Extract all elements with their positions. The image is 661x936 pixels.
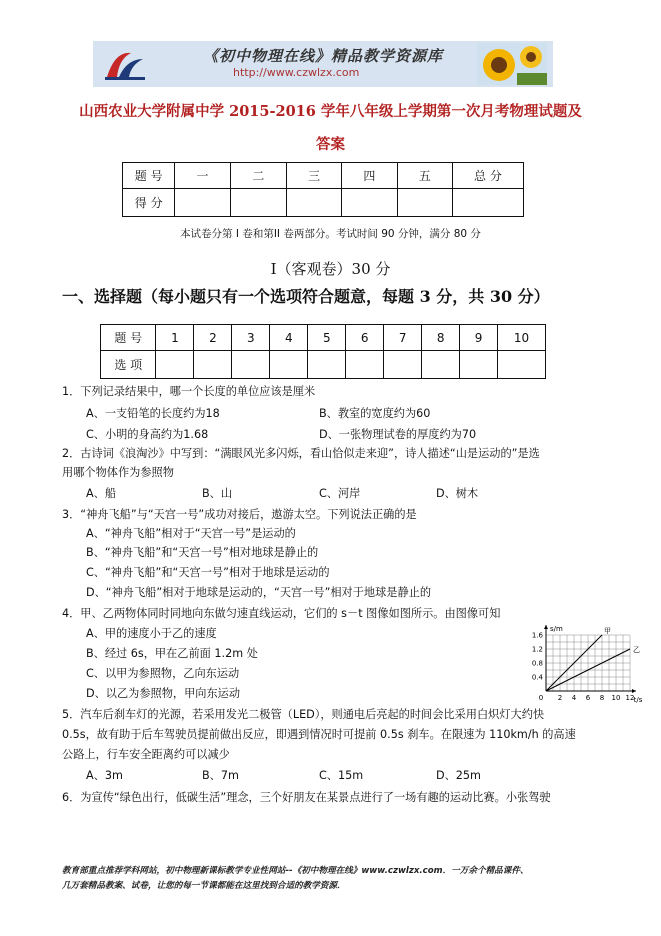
question-5-stem-cont2: 公路上，行车安全距离约可以减少: [62, 748, 230, 761]
question-4-option-a: A、甲的速度小于乙的速度: [86, 627, 217, 640]
answer-cell[interactable]: [346, 351, 384, 379]
document-title-line1: 山西农业大学附属中学 2015-2016 学年八年级上学期第一次月考物理试题及: [79, 103, 582, 120]
question-1-option-d: D、一张物理试卷的厚度约为70: [319, 428, 477, 441]
x-axis-label: t/s: [633, 696, 643, 704]
question-5-option-a: A、3m: [86, 769, 123, 782]
answer-cell[interactable]: [498, 351, 546, 379]
score-cell[interactable]: [397, 189, 452, 217]
banner-url[interactable]: http://www.czwlzx.com: [233, 66, 360, 79]
st-graph: [516, 617, 643, 713]
exam-note: 本试卷分第 I 卷和第II 卷两部分。考试时间 90 分钟，满分 80 分: [180, 228, 481, 240]
question-4-option-b: B、经过 6s，甲在乙前面 1.2m 处: [86, 647, 258, 660]
site-logo-icon: [101, 45, 149, 83]
question-5-option-d: D、25m: [436, 769, 481, 782]
score-table-header: 三: [286, 163, 341, 189]
question-2-option-b: B、山: [202, 487, 233, 500]
graph-labels: [532, 625, 643, 704]
sunflower-icon: [477, 43, 547, 85]
y-tick-label: 0.8: [531, 659, 543, 668]
answer-table-header: 1: [156, 325, 194, 351]
score-cell[interactable]: [286, 189, 341, 217]
answer-table-header: 5: [308, 325, 346, 351]
question-2-stem: 2．古诗词《浪淘沙》中写到：“满眼风光多闪烁，看山恰似走来迎”，诗人描述“山是运动的”是选: [62, 447, 540, 460]
series-label-jia: 甲: [604, 627, 611, 635]
header-banner: [93, 41, 553, 87]
question-3-option-d: D、“神舟飞船”相对于地球是运动的，“天宫一号”相对于地球是静止的: [86, 586, 432, 599]
score-cell[interactable]: [452, 189, 523, 217]
score-table-header: 二: [230, 163, 286, 189]
score-table-header: 题 号: [123, 163, 175, 189]
question-4-option-c: C、以甲为参照物，乙向东运动: [86, 667, 240, 680]
question-5-stem: 5．汽车后刹车灯的光源，若采用发光二极管（LED），则通电后亮起的时间会比采用白炽灯大约快: [62, 708, 545, 721]
score-row-label: 得 分: [123, 189, 175, 217]
y-axis-label: s/m: [550, 625, 563, 633]
question-3-option-b: B、“神舟飞船”和“天宫一号”相对地球是静止的: [86, 546, 319, 559]
graph-grid: [546, 635, 630, 691]
series-label-yi: 乙: [633, 646, 640, 654]
question-5-option-c: C、15m: [319, 769, 364, 782]
banner-title: 《初中物理在线》精品教学资源库: [203, 47, 444, 65]
x-tick-label: 8: [599, 694, 605, 702]
answer-cell[interactable]: [308, 351, 346, 379]
question-1-option-c: C、小明的身高约为1.68: [86, 428, 209, 441]
score-table-header: 四: [342, 163, 397, 189]
score-table-header: 一: [175, 163, 230, 189]
question-5-option-b: B、7m: [202, 769, 239, 782]
answer-table-header: 6: [346, 325, 384, 351]
question-1-option-b: B、教室的宽度约为60: [319, 407, 431, 420]
question-2-option-d: D、树木: [436, 487, 479, 500]
answer-cell[interactable]: [270, 351, 308, 379]
section-title: Ⅰ（客观卷）30 分: [270, 260, 391, 278]
question-6-stem: 6．为宣传“绿色出行，低碳生活”理念，三个好朋友在某景点进行了一场有趣的运动比赛。小张驾驶: [62, 791, 551, 804]
answer-cell[interactable]: [194, 351, 232, 379]
question-2-stem-cont: 用哪个物体作为参照物: [62, 466, 174, 479]
x-tick-label: 6: [585, 694, 591, 702]
y-tick-label: 0.4: [531, 673, 543, 682]
origin-label: 0: [538, 694, 544, 702]
y-axis-arrow-icon: [544, 625, 548, 629]
score-table-header: 总 分: [452, 163, 523, 189]
footer-line1: 教育部重点推荐学科网站，初中物理新课标教学专业性网站--《初中物理在线》www.czwlzx.com．一万余个精品课件、: [62, 866, 529, 876]
score-cell[interactable]: [342, 189, 397, 217]
question-3-stem: 3．“神舟飞船”与“天宫一号”成功对接后，遨游太空。下列说法正确的是: [62, 508, 417, 521]
answer-table-header: 10: [498, 325, 546, 351]
answer-table-header: 7: [384, 325, 422, 351]
y-tick-label: 1.2: [531, 645, 543, 654]
answer-table-header: 8: [422, 325, 460, 351]
question-3-option-c: C、“神舟飞船”和“天宫一号”相对于地球是运动的: [86, 566, 330, 579]
document-title-line2: 答案: [316, 136, 345, 153]
x-tick-label: 12: [625, 694, 635, 702]
answer-cell[interactable]: [156, 351, 194, 379]
answer-table-header: 2: [194, 325, 232, 351]
y-tick-label: 1.6: [531, 631, 543, 640]
score-cell[interactable]: [230, 189, 286, 217]
score-table-header: 五: [397, 163, 452, 189]
answer-cell[interactable]: [232, 351, 270, 379]
answer-table: [100, 324, 546, 379]
question-4-stem: 4．甲、乙两物体同时同地向东做匀速直线运动，它们的 s－t 图像如图所示。由图像可知: [62, 607, 501, 620]
answer-row-label: 选 项: [101, 351, 156, 379]
footer-line2: 几万套精品教案、试卷，让您的每一节课都能在这里找到合适的教学资源．: [62, 881, 346, 891]
x-axis-arrow-icon: [632, 689, 636, 693]
question-2-option-a: A、船: [86, 487, 117, 500]
answer-table-header: 4: [270, 325, 308, 351]
part-one-title: 一、选择题（每小题只有一个选项符合题意，每题 3 分，共 30 分）: [62, 287, 550, 306]
question-2-option-c: C、河岸: [319, 487, 361, 500]
answer-cell[interactable]: [460, 351, 498, 379]
answer-table-header: 9: [460, 325, 498, 351]
question-4-option-d: D、以乙为参照物，甲向东运动: [86, 687, 241, 700]
question-5-stem-cont: 0.5s，故有助于后车驾驶员提前做出反应，即遇到情况时可提前 0.5s 刹车。在限速为 110km/h 的高速: [62, 728, 576, 741]
x-tick-label: 4: [571, 694, 577, 702]
answer-cell[interactable]: [422, 351, 460, 379]
answer-cell[interactable]: [384, 351, 422, 379]
answer-table-header: 题 号: [101, 325, 156, 351]
score-table: [122, 162, 524, 217]
x-tick-label: 2: [557, 694, 563, 702]
score-cell[interactable]: [175, 189, 230, 217]
x-tick-label: 10: [611, 694, 621, 702]
question-3-option-a: A、“神舟飞船”相对于“天宫一号”是运动的: [86, 527, 296, 540]
question-1-option-a: A、一支铅笔的长度约为18: [86, 407, 220, 420]
answer-table-header: 3: [232, 325, 270, 351]
question-1-stem: 1．下列记录结果中，哪一个长度的单位应该是厘米: [62, 385, 316, 398]
